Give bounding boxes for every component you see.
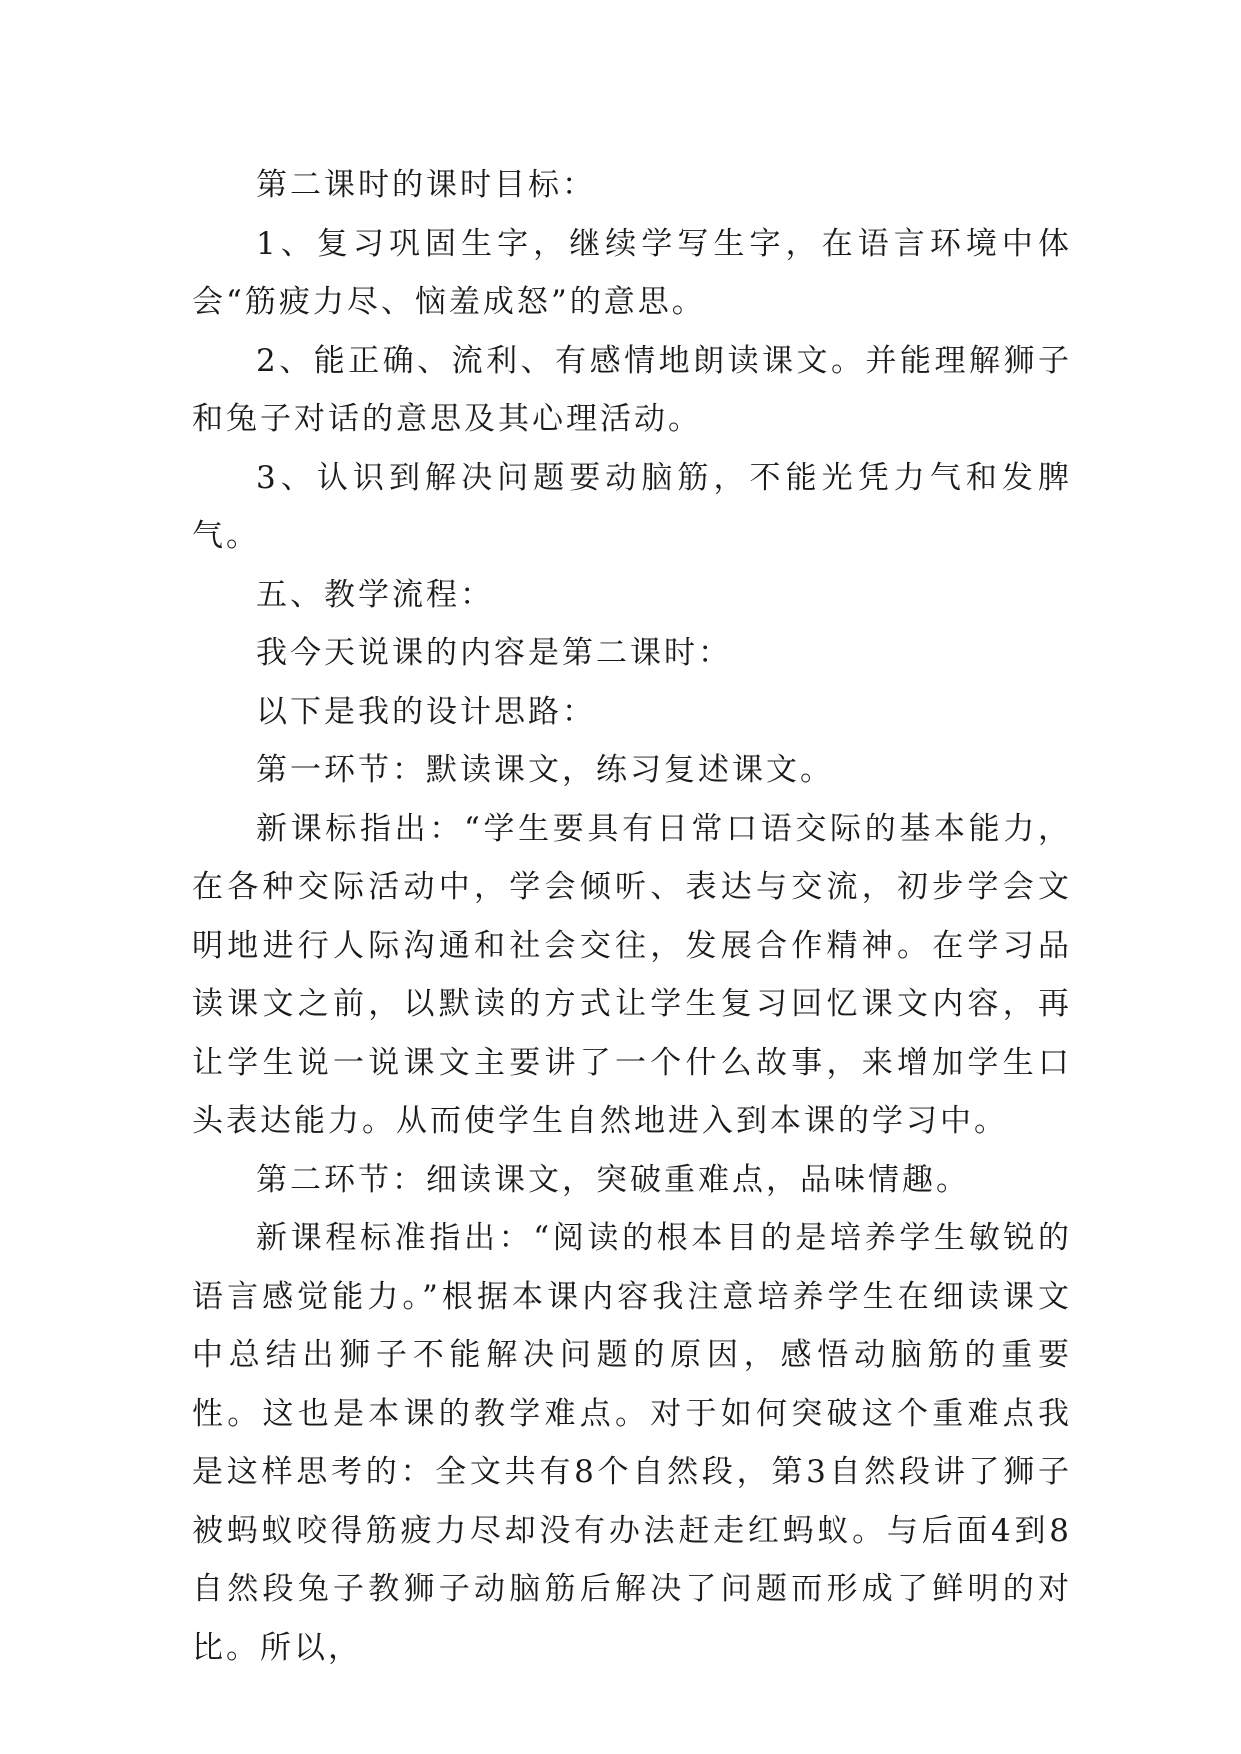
paragraph-design-thinking: 以下是我的设计思路： — [256, 693, 596, 730]
paragraph-goal-3: 3、认识到解决问题要动脑筋，不能光凭力气和发脾气。 — [192, 459, 1072, 554]
paragraph-goal-1: 1、复习巩固生字，继续学写生字，在语言环境中体会“筋疲力尽、恼羞成怒”的意思。 — [192, 225, 1072, 320]
paragraph-step-two-heading: 第二环节：细读课文，突破重难点，品味情趣。 — [256, 1161, 970, 1198]
paragraph-section-five-heading: 五、教学流程： — [256, 576, 494, 613]
paragraph-step-two-body: 新课程标准指出：“阅读的根本目的是培养学生敏锐的语言感觉能力。”根据本课内容我注意培养学生在细读课文中总结出狮子不能解决问题的原因，感悟动脑筋的重要性。这也是本课的教学难点。对于如何突破这个重难点我是这样思考的：全文共有8个自然段，第3自然段讲了狮子被蚂蚁咬得筋疲力尽却没有办法赶走红蚂蚁。与后面4到8自然段兔子教狮子动脑筋后解决了问题而形成了鲜明的对比。所以， — [192, 1220, 1072, 1666]
paragraph-goal-2: 2、能正确、流利、有感情地朗读课文。并能理解狮子和兔子对话的意思及其心理活动。 — [192, 342, 1072, 437]
document-body — [192, 156, 1072, 1677]
paragraph-step-one-body: 新课标指出：“学生要具有日常口语交际的基本能力，在各种交际活动中，学会倾听、表达与交流，初步学会文明地进行人际沟通和社会交往，发展合作精神。在学习品读课文之前，以默读的方式让学生复习回忆课文内容，再让学生说一说课文主要讲了一个什么故事，来增加学生口头表达能力。从而使学生自然地进入到本课的学习中。 — [192, 810, 1072, 1139]
paragraph-lesson-goals-heading: 第二课时的课时目标： — [256, 167, 596, 203]
paragraph-today-content: 我今天说课的内容是第二课时： — [256, 635, 732, 671]
paragraph-step-one-heading: 第一环节：默读课文，练习复述课文。 — [256, 752, 834, 788]
